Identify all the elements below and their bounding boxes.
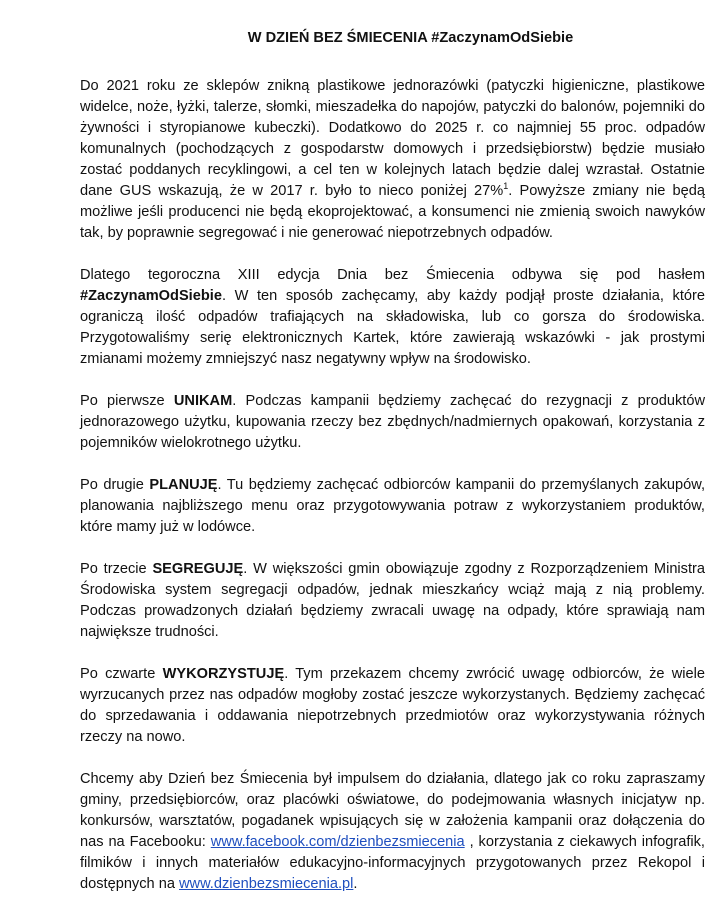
paragraph-text: Do 2021 roku ze sklepów znikną plastikowe jednorazówki (patyczki higieniczne, plastikowe widelce, noże, łyżki, talerze, słomki, mieszadełka do napojów, patyczki do balonów, pojemniki do żywności i styropianowe kubeczki). Dodatkowo do 2025 r. co najmniej 55 proc. odpadów komunalnych (pochodzących z gospodarstw domowych i przedsiębiorstw) będzie musiało zostać poddanych recyklingowi, a cel ten w kolejnych latach będzie dalej wzrastał. Ostatnie dane GUS wskazują, że w 2017 r. było to nieco poniżej 27% [80, 78, 705, 199]
paragraph-text: Dlatego tegoroczna XIII edycja Dnia bez Śmiecenia odbywa się pod hasłem [80, 267, 705, 283]
paragraph-intro [80, 76, 705, 244]
paragraph-planuje [80, 475, 705, 538]
paragraph-text: . Powyższe zmiany nie będą możliwe jeśli producenci nie będą ekoprojektować, a konsumenci nie zmienią swoich nawyków tak, by poprawnie segregować i nie generować niepotrzebnych odpadów. [80, 183, 705, 241]
facebook-link[interactable]: www.facebook.com/dzienbezsmiecenia [210, 834, 465, 850]
website-link[interactable]: www.dzienbezsmiecenia.pl [179, 876, 354, 892]
paragraph-wykorzystuje [80, 664, 705, 748]
paragraph-text: Po drugie [80, 477, 150, 493]
keyword-segreguje: SEGREGUJĘ [152, 561, 244, 577]
footnote-marker[interactable]: 1 [503, 181, 509, 192]
keyword-planuje: PLANUJĘ [149, 477, 218, 493]
paragraph-campaign [80, 265, 705, 370]
keyword-wykorzystuje: WYKORZYSTUJĘ [162, 666, 285, 682]
paragraph-text: Chcemy aby Dzień bez Śmiecenia był impulsem do działania, dlatego jak co roku zapraszamy gminy, przedsiębiorców, oraz placówki oświatowe, do podejmowania własnych inicjatyw np. konkursów, warsztatów, pogadanek wpisujących się w założenia kampanii oraz dołączenia do nas na Facebooku: [80, 771, 705, 850]
paragraph-text: . Podczas kampanii będziemy zachęcać do rezygnacji z produktów jednorazowego użytku, kupowania rzeczy bez zbędnych/nadmiernych opakowań, korzystania z pojemników wielokrotnego użytku. [80, 393, 706, 451]
paragraph-segreguje [80, 559, 705, 643]
document-body [80, 28, 705, 916]
paragraph-text: Po czwarte [80, 666, 163, 682]
campaign-hashtag: #ZaczynamOdSiebie [80, 288, 222, 304]
paragraph-text: , korzystania z ciekawych infografik, filmików i innych materiałów edukacyjno-informacyjnych przygotowanych przez Rekopol i dostępnych na [80, 834, 705, 892]
paragraph-text: . W ten sposób zachęcamy, aby każdy podjął proste działania, które ograniczą ilość odpadów trafiających na składowiska, lub co gorsza do środowiska. Przygotowaliśmy serię elektronicznych Kartek, które zawierają wskazówki - jak prostymi zmianami możemy zmniejszyć nasz negatywny wpływ na środowisko. [80, 288, 705, 367]
paragraph-text: . Tu będziemy zachęcać odbiorców kampanii do przemyślanych zakupów, planowania najbliższego menu oraz przygotowywania potraw z wykorzystaniem produktów, które mamy już w lodówce. [80, 477, 706, 535]
keyword-unikam: UNIKAM [173, 393, 233, 409]
paragraph-unikam [80, 391, 705, 454]
paragraph-text: . Tym przekazem chcemy zwrócić uwagę odbiorców, że wiele wyrzucanych przez nas odpadów mogłoby zostać jeszcze wykorzystanych. Będziemy zachęcać do sprzedawania i oddawania niepotrzebnych przedmiotów oraz wykorzystywania różnych rzeczy na nowo. [80, 666, 705, 745]
document-title: W DZIEŃ BEZ ŚMIECENIA #ZaczynamOdSiebie [247, 30, 574, 46]
paragraph-invitation [80, 769, 705, 895]
paragraph-text: Po pierwsze [80, 393, 174, 409]
paragraph-text: . [353, 876, 358, 892]
paragraph-text: Po trzecie [80, 561, 153, 577]
paragraph-text: . W większości gmin obowiązuje zgodny z Rozporządzeniem Ministra Środowiska system segregacji odpadów, jednak mieszkańcy wciąż mają z nią problemy. Podczas prowadzonych działań będziemy zwracali uwagę na odpady, które sprawiają nam największe trudności. [80, 561, 706, 640]
